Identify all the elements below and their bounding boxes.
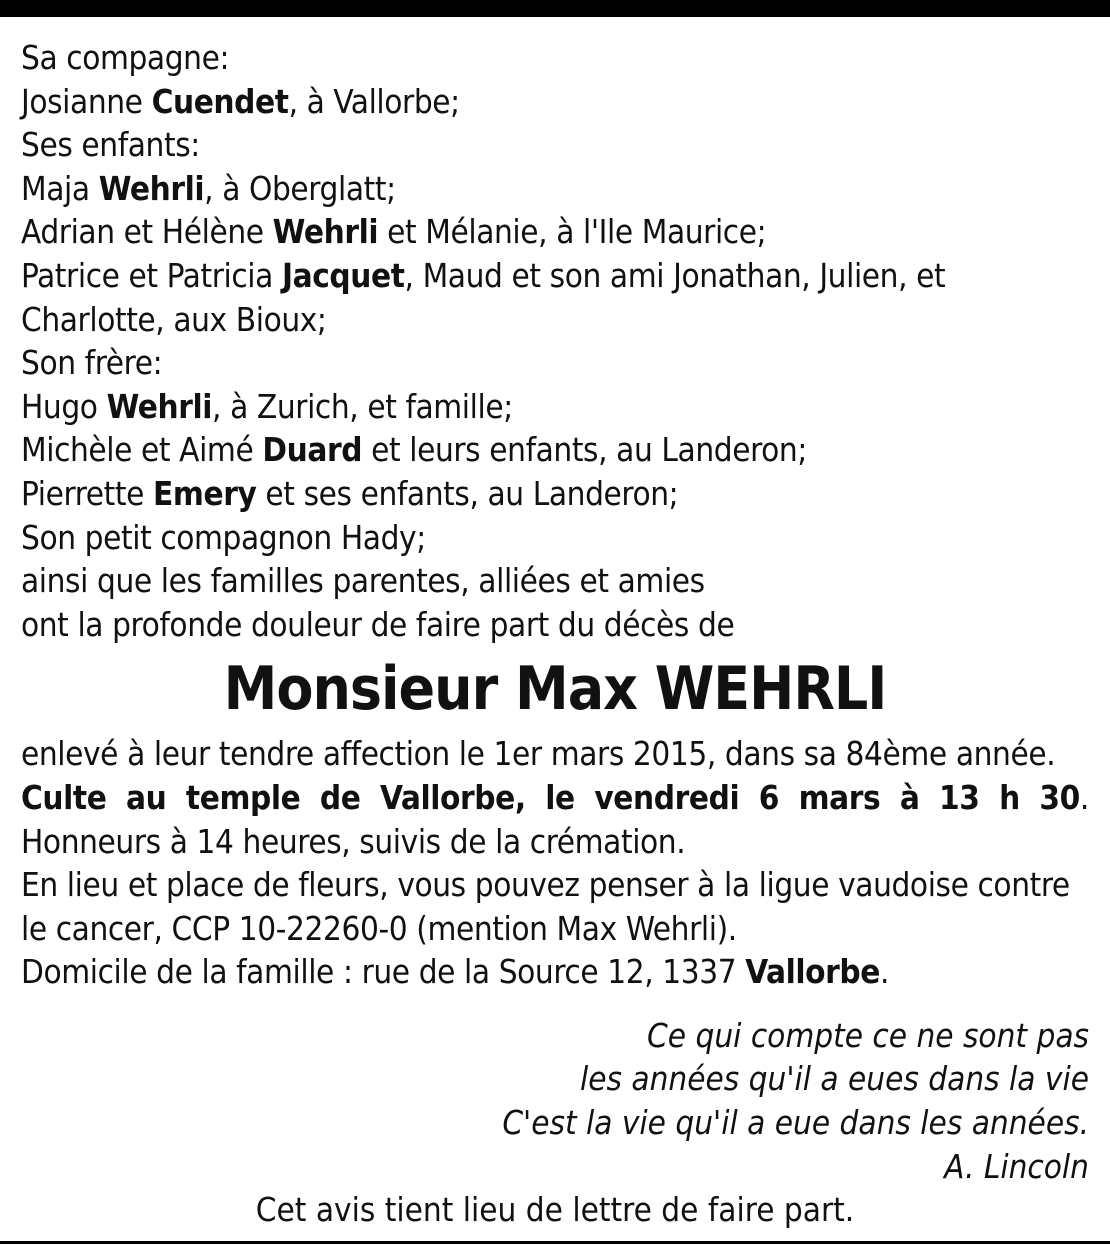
family-line-12: Son petit compagnon Hady; [21, 517, 426, 557]
family-line-3: Ses enfants: [21, 125, 200, 165]
quote-author: A. Lincoln [944, 1146, 1089, 1186]
family-line-10: Michèle et Aimé Duard et leurs enfants, au Landeron; [21, 430, 807, 470]
quote-line-1: Ce qui compte ce ne sont pas [647, 1015, 1089, 1055]
bottom-rule [0, 1241, 1110, 1244]
surname-wehrli: Wehrli [272, 212, 379, 252]
family-line-14: ont la profonde douleur de faire part du décès de [21, 604, 735, 644]
family-line-1: Sa compagne: [21, 38, 230, 77]
surname-jacquet: Jacquet [281, 255, 405, 295]
surname-duard: Duard [262, 430, 363, 470]
family-line-7: Charlotte, aux Bioux; [21, 299, 327, 339]
family-line-6: Patrice et Patricia Jacquet, Maud et son ami Jonathan, Julien, et [21, 255, 946, 295]
deceased-name: Monsieur Max WEHRLI [223, 654, 887, 725]
family-line-13: ainsi que les familles parentes, alliées et amies [21, 561, 705, 601]
family-line-4: Maja Wehrli, à Oberglatt; [21, 168, 396, 208]
spacer [21, 994, 1089, 1014]
family-line-5: Adrian et Hélène Wehrli et Mélanie, à l'Ile Maurice; [21, 212, 767, 252]
closing-note: Cet avis tient lieu de lettre de faire part. [255, 1190, 855, 1230]
top-rule [0, 0, 1110, 17]
details-line-6: Domicile de la famille : rue de la Source 12, 1337 Vallorbe. [21, 952, 890, 992]
family-line-2: Josianne Cuendet, à Vallorbe; [21, 81, 460, 121]
family-line-9: Hugo Wehrli, à Zurich, et famille; [21, 386, 513, 426]
surname-cuendet: Cuendet [151, 81, 289, 121]
family-line-8: Son frère: [21, 343, 163, 383]
surname-emery: Emery [153, 473, 257, 513]
surname-wehrli: Wehrli [106, 386, 213, 426]
service-line: Culte au temple de Vallorbe, le vendredi 6 mars à 13 h 30. [21, 777, 1089, 817]
family-line-11: Pierrette Emery et ses enfants, au Landeron; [21, 473, 679, 513]
details-line-3: Honneurs à 14 heures, suivis de la crémation. [21, 821, 686, 861]
surname-wehrli: Wehrli [98, 168, 205, 208]
details-line-5: le cancer, CCP 10-22260-0 (mention Max Wehrli). [21, 908, 737, 948]
quote-line-3: C'est la vie qu'il a eue dans les années. [502, 1103, 1089, 1143]
details-line-4: En lieu et place de fleurs, vous pouvez penser à la ligue vaudoise contre [21, 865, 1070, 905]
details-line-1: enlevé à leur tendre affection le 1er mars 2015, dans sa 84ème année. [21, 734, 1056, 774]
town-vallorbe: Vallorbe [745, 952, 881, 992]
quote-line-2: les années qu'il a eues dans la vie [579, 1059, 1089, 1099]
obituary-notice [21, 36, 1089, 1232]
